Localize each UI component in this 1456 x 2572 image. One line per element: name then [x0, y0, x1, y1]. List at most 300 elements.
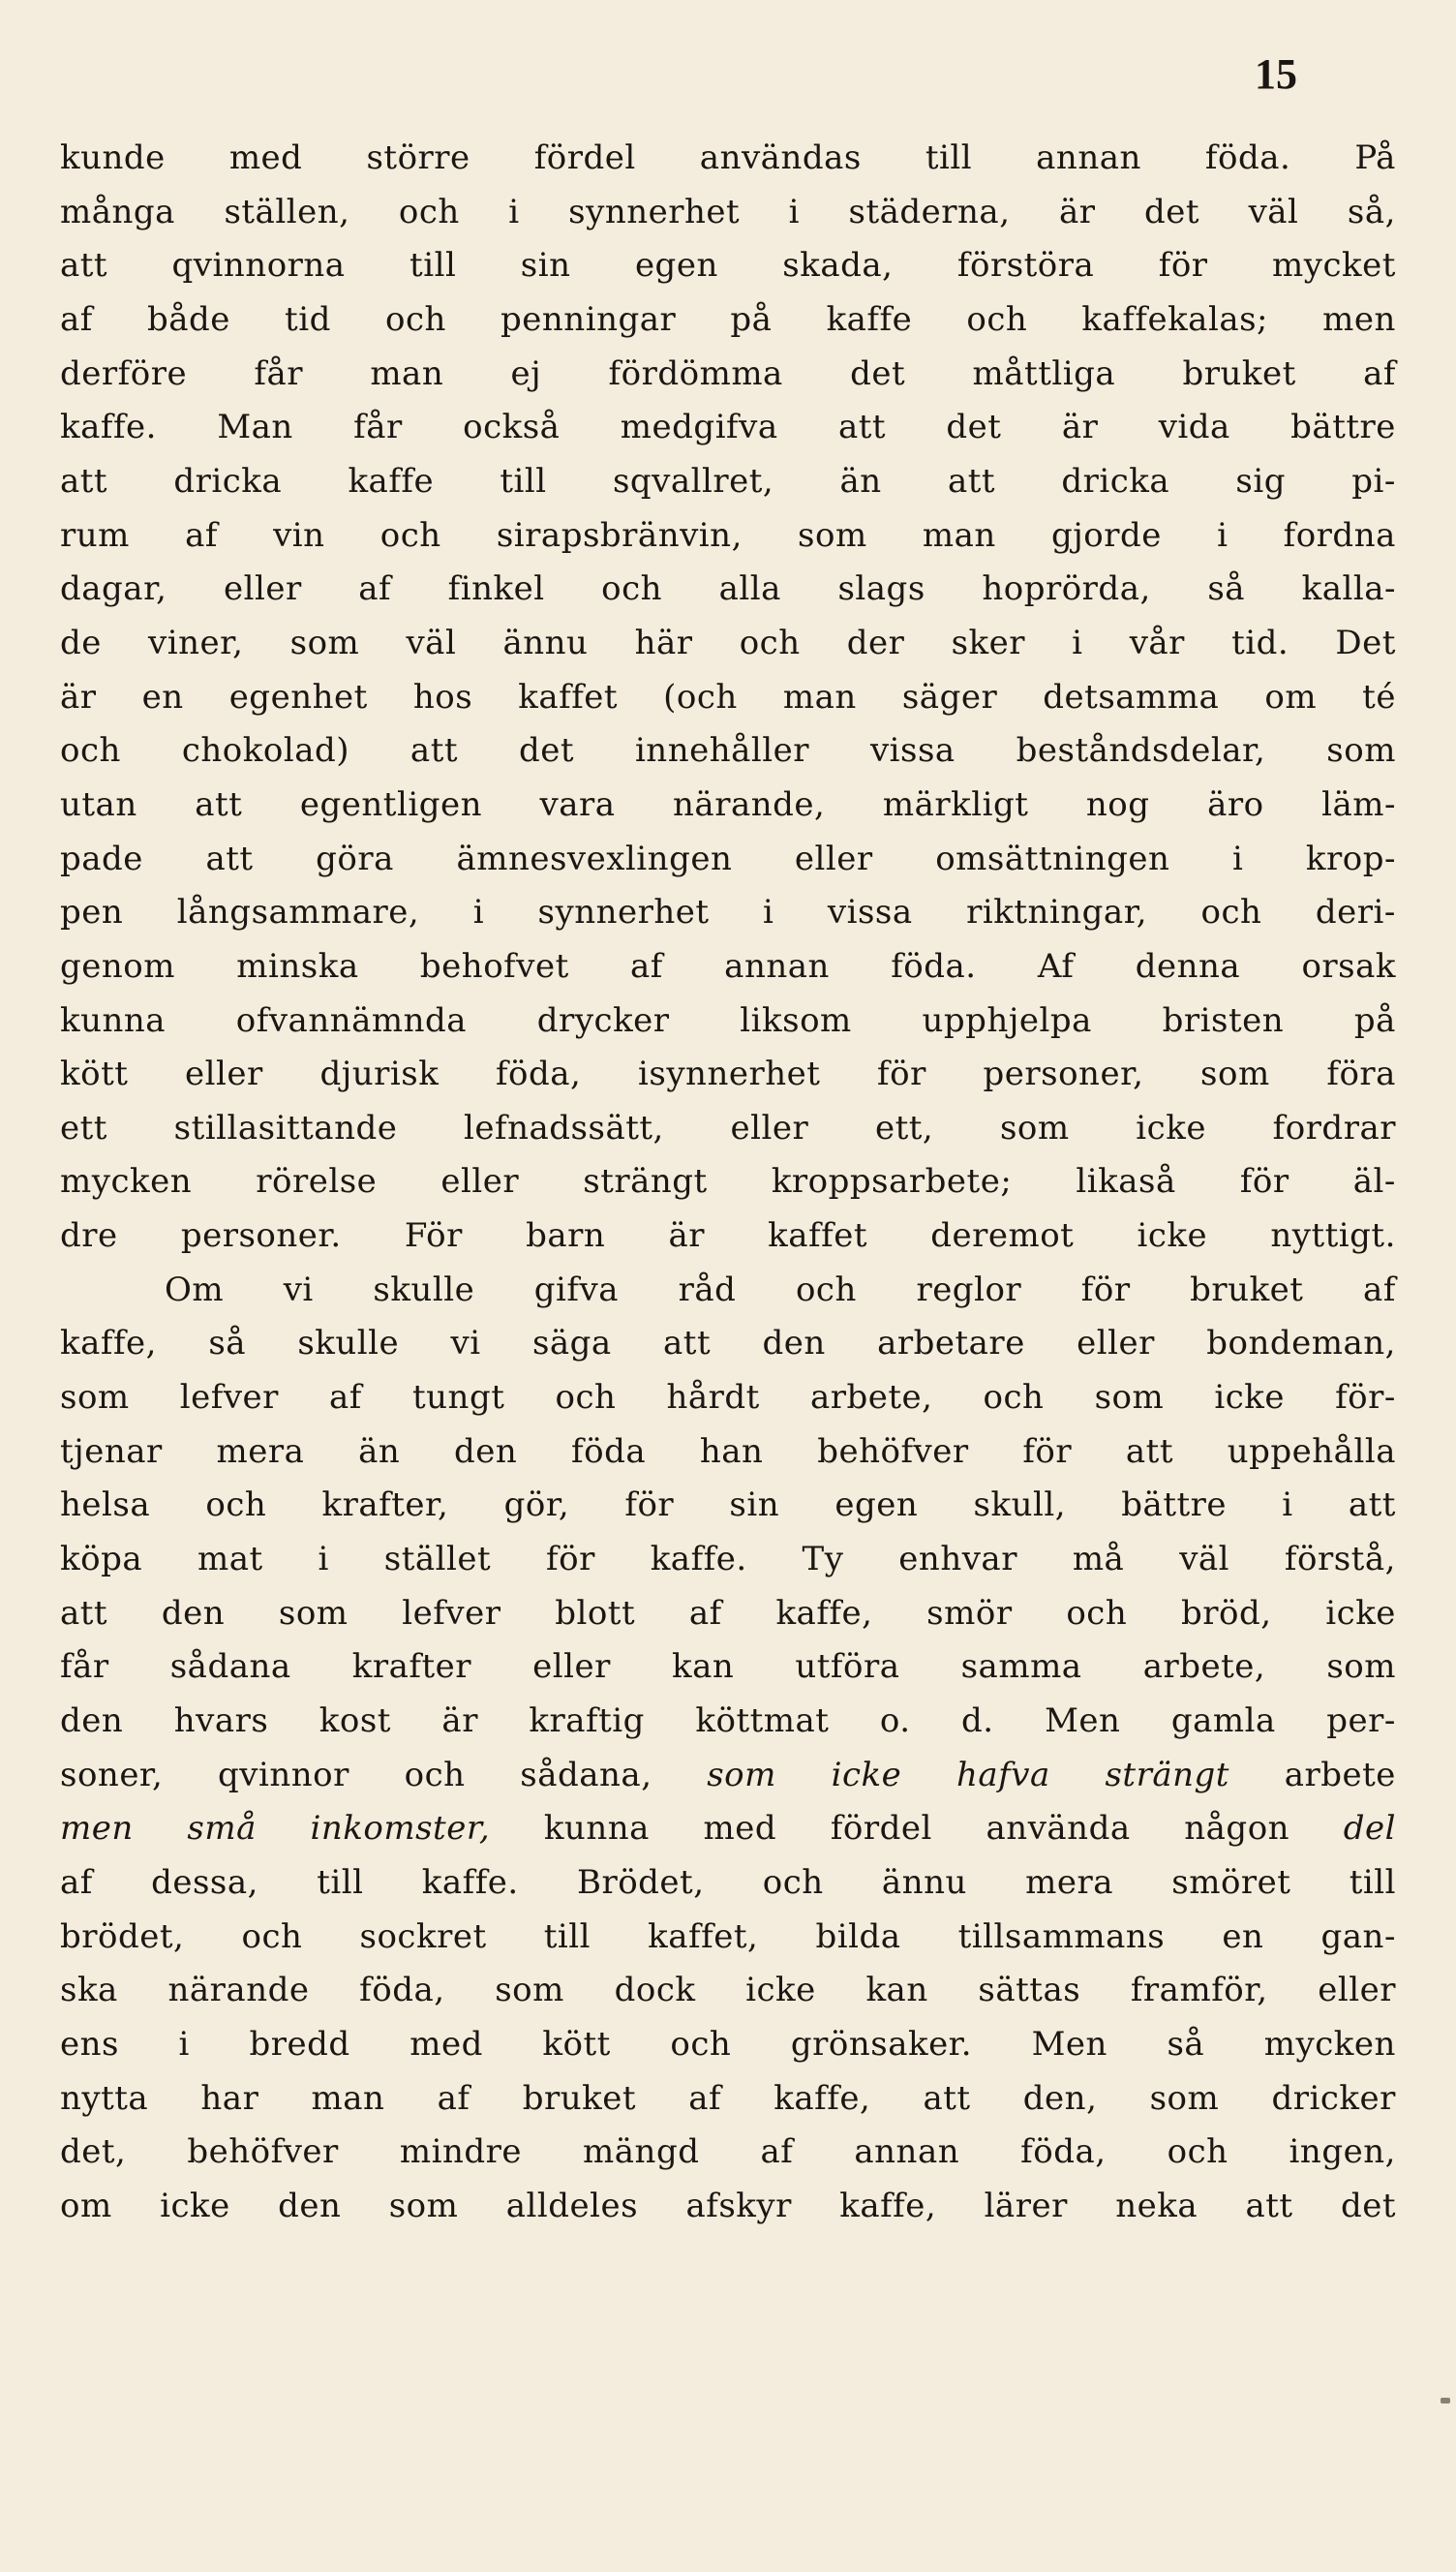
word: på [1353, 1000, 1396, 1040]
word: Af [1037, 946, 1075, 986]
word: sker [951, 623, 1025, 662]
word: att [947, 461, 996, 501]
word: en [141, 677, 184, 717]
word: gör, [503, 1485, 570, 1525]
word: eller [1077, 1324, 1155, 1363]
word: till [410, 246, 457, 286]
word: qvinnorna [171, 246, 346, 286]
word: och [60, 731, 121, 771]
text-line [60, 1856, 1396, 1911]
word: sig [1235, 461, 1286, 501]
text-line [60, 1048, 1396, 1102]
word: i [178, 2024, 190, 2064]
word: gamla [1170, 1701, 1276, 1741]
word: omsättningen [935, 839, 1170, 878]
text-line [60, 779, 1396, 833]
word: af [1363, 353, 1396, 393]
word: man [782, 677, 857, 717]
text-line [60, 1802, 1396, 1856]
word: är [668, 1216, 705, 1256]
word: personer, [983, 1055, 1144, 1094]
word: föra [1326, 1055, 1396, 1094]
text-line [60, 1587, 1396, 1641]
word: man [370, 353, 444, 393]
word: den [762, 1324, 826, 1363]
word: för- [1335, 1378, 1396, 1418]
word: hoprörda, [982, 569, 1151, 609]
word: än [839, 461, 882, 501]
word: använda [986, 1809, 1131, 1849]
word: ännu [502, 623, 589, 662]
word: kaffekalas; [1081, 299, 1268, 339]
word: föda, [495, 1055, 582, 1094]
word: som [1094, 1378, 1165, 1418]
word: tungt [411, 1378, 505, 1418]
text-line [60, 1102, 1396, 1156]
word: för [1158, 246, 1208, 286]
word: som [798, 515, 867, 555]
word: i [318, 1540, 329, 1579]
word: annan [854, 2132, 960, 2172]
word: icke [1137, 1216, 1208, 1256]
word: förstöra [956, 246, 1095, 286]
text-line [60, 1911, 1396, 1965]
word: arbete [1284, 1755, 1396, 1794]
word: samma [960, 1647, 1082, 1687]
word: tid. [1231, 623, 1289, 662]
word: vissa [869, 731, 956, 771]
word: må [1072, 1540, 1125, 1579]
word: kaffe. [421, 1863, 519, 1902]
word: ofvannämnda [235, 1000, 468, 1040]
word: den, [1022, 2078, 1098, 2118]
text-line [60, 2018, 1396, 2072]
word: göra [316, 839, 394, 878]
word: i [763, 893, 774, 933]
word: eller [794, 839, 873, 878]
word: i [1217, 515, 1228, 555]
word: väl [406, 623, 457, 662]
word: att [410, 731, 459, 771]
word: eller [1318, 1971, 1396, 2010]
word: chokolad) [181, 731, 349, 771]
word: kaffe, [775, 1593, 873, 1633]
word: lefver [179, 1378, 279, 1418]
word: behofvet [419, 946, 569, 986]
word: likaså [1076, 1162, 1176, 1202]
word: i [1072, 623, 1083, 662]
word: mängd [583, 2132, 700, 2172]
word: och [398, 192, 460, 231]
word: och [241, 1916, 303, 1956]
word: är [1059, 192, 1096, 231]
text-line [60, 455, 1396, 509]
word: som [1326, 1647, 1396, 1687]
text-line [60, 401, 1396, 455]
word: framför, [1130, 1971, 1268, 2010]
word: af [1363, 1270, 1396, 1309]
word: man [311, 2078, 385, 2118]
word: rörelse [256, 1162, 378, 1202]
word: dock [614, 1971, 696, 2010]
text-line [60, 1749, 1396, 1803]
word: detsamma [1043, 677, 1220, 717]
word: arbetare [877, 1324, 1025, 1363]
word: bristen [1162, 1000, 1285, 1040]
word: utföra [795, 1647, 900, 1687]
word: kaffe, [60, 1324, 157, 1363]
word: barn [526, 1216, 606, 1256]
text-line [60, 563, 1396, 617]
word: skull, [973, 1485, 1067, 1525]
word: bruket [522, 2078, 637, 2118]
word: deremot [930, 1216, 1075, 1256]
word: närande, [673, 784, 826, 824]
word: pen [60, 893, 124, 933]
text-line [60, 671, 1396, 725]
word: och [1200, 893, 1262, 933]
word: hos [412, 677, 473, 717]
word: af [329, 1378, 362, 1418]
word: ämnesvexlingen [456, 839, 733, 878]
word: så [1207, 569, 1246, 609]
word: kaffe. [60, 408, 157, 447]
text-line [60, 1479, 1396, 1533]
word: skulle [373, 1270, 475, 1309]
word: större [366, 138, 470, 177]
word: strängt [583, 1162, 708, 1202]
word: finkel [447, 569, 545, 609]
word: (och [663, 677, 738, 717]
word: afskyr [685, 2186, 792, 2225]
word: användas [699, 138, 862, 177]
word: till [500, 461, 547, 501]
word: del [1343, 1809, 1396, 1849]
word: der [846, 623, 905, 662]
word: kunna [543, 1809, 650, 1849]
text-line [60, 1264, 1396, 1318]
word: gjorde [1050, 515, 1162, 555]
word: att [60, 1593, 108, 1633]
text-line [60, 995, 1396, 1049]
word: tid [285, 299, 331, 339]
word: viner, [148, 623, 244, 662]
word: vara [539, 784, 616, 824]
word: pi- [1351, 461, 1396, 501]
word: i [788, 192, 801, 231]
word: eller [730, 1108, 809, 1148]
word: vissa [827, 893, 913, 933]
word: och [205, 1485, 267, 1525]
word: och [983, 1378, 1045, 1418]
word: så [1167, 2024, 1205, 2064]
word: sådana, [520, 1755, 652, 1794]
word: sådana [169, 1647, 291, 1687]
word: dricka [1061, 461, 1170, 501]
word: lefnadssätt, [464, 1108, 664, 1148]
word: i [472, 893, 485, 933]
word: eller [532, 1647, 611, 1687]
word: märkligt [882, 784, 1029, 824]
word: behöfver [187, 2132, 339, 2172]
text-line [60, 2072, 1396, 2127]
text-line [60, 886, 1396, 940]
word: det [850, 353, 906, 393]
word: mindre [399, 2132, 522, 2172]
word: d. [961, 1701, 994, 1741]
word: föda [571, 1431, 647, 1471]
word: det [946, 408, 1002, 447]
word: sin [729, 1485, 780, 1525]
word: äro [1207, 784, 1264, 824]
word: i [1231, 839, 1244, 878]
word: sockret [359, 1916, 487, 1956]
word: synnerhet [537, 893, 710, 933]
word: för [1239, 1162, 1289, 1202]
word: kaffe. [650, 1540, 747, 1579]
word: grönsaker. [790, 2024, 973, 2064]
word: krafter, [321, 1485, 449, 1525]
word: bröd, [1180, 1593, 1272, 1633]
word: personer. [180, 1216, 342, 1256]
word: af [60, 1863, 93, 1902]
word: för [624, 1485, 675, 1525]
word: neka [1115, 2186, 1198, 2225]
word: drycker [536, 1000, 670, 1040]
word: soner, [60, 1755, 164, 1794]
word: hårdt [666, 1378, 760, 1418]
word: riktningar, [966, 893, 1148, 933]
word: strängt [1105, 1755, 1229, 1794]
text-line [60, 509, 1396, 564]
word: utan [60, 784, 137, 824]
word: enhvar [898, 1540, 1017, 1579]
word: föda. [891, 946, 977, 986]
word: dagar, [60, 569, 167, 609]
word: det [1144, 192, 1200, 231]
word: fördömma [608, 353, 783, 393]
word: mycket [1272, 246, 1396, 286]
word: reglor [916, 1270, 1022, 1309]
word: och [1167, 2132, 1228, 2172]
word: mycken [60, 1162, 193, 1202]
word: tillsammans [957, 1916, 1166, 1956]
word: brödet, [60, 1916, 185, 1956]
word: synnerhet [568, 192, 741, 231]
word: långsammare, [176, 893, 420, 933]
word: kött [60, 1055, 129, 1094]
word: äl- [1352, 1162, 1396, 1202]
word: medgifva [620, 408, 778, 447]
word: att [663, 1324, 712, 1363]
word: behöfver [817, 1431, 969, 1471]
text-line [60, 239, 1396, 293]
word: och [739, 623, 801, 662]
word: den [278, 2186, 342, 2225]
word: också [463, 408, 561, 447]
word: kaffet, [648, 1916, 759, 1956]
word: bättre [1290, 408, 1396, 447]
word: för [1080, 1270, 1131, 1309]
word: stillasittande [173, 1108, 398, 1148]
word: fördel [830, 1809, 932, 1849]
text-line [60, 2180, 1396, 2234]
word: till [925, 138, 973, 177]
word: genom [60, 946, 175, 986]
word: mat [197, 1540, 263, 1579]
text-line [60, 1209, 1396, 1264]
word: eller [185, 1055, 263, 1094]
word: bondeman, [1206, 1324, 1396, 1363]
word: smör [926, 1593, 1013, 1633]
word: kunde [60, 138, 166, 177]
word: och [670, 2024, 732, 2064]
text-line [60, 724, 1396, 779]
word: af [630, 946, 663, 986]
word: annan [724, 946, 830, 986]
word: stället [383, 1540, 492, 1579]
word: alldeles [505, 2186, 639, 2225]
word: fordrar [1272, 1108, 1396, 1148]
word: minska [236, 946, 359, 986]
word: den [454, 1431, 518, 1471]
word: hvars [173, 1701, 269, 1741]
word: fordna [1283, 515, 1396, 555]
word: rum [60, 515, 130, 555]
text-line [60, 1533, 1396, 1587]
word: som [1149, 2078, 1220, 2118]
word: i [508, 192, 520, 231]
word: närande [167, 1971, 310, 2010]
word: uppehålla [1227, 1431, 1396, 1471]
word: och [1066, 1593, 1128, 1633]
word: bruket [1182, 353, 1296, 393]
word: egen [634, 246, 718, 286]
word: nyttigt. [1270, 1216, 1396, 1256]
word: sqvallret, [612, 461, 774, 501]
word: gan- [1320, 1916, 1396, 1956]
word: krafter [351, 1647, 471, 1687]
word: ej [510, 353, 542, 393]
word: icke [1214, 1378, 1285, 1418]
word: derföre [60, 353, 188, 393]
word: så [208, 1324, 247, 1363]
word: mera [216, 1431, 305, 1471]
word: till [317, 1863, 364, 1902]
word: men [60, 1809, 134, 1849]
word: än [358, 1431, 401, 1471]
word: den [60, 1701, 124, 1741]
word: blott [555, 1593, 636, 1633]
word: som [60, 1378, 130, 1418]
word: tjenar [60, 1431, 163, 1471]
word: är [60, 677, 97, 717]
word: af [760, 2132, 794, 2172]
word: pade [60, 839, 143, 878]
text-line [60, 2126, 1396, 2180]
word: sirapsbränvin, [496, 515, 743, 555]
word: får [254, 353, 303, 393]
word: att [60, 246, 108, 286]
word: i [1282, 1485, 1293, 1525]
word: att [1245, 2186, 1293, 2225]
word: slags [837, 569, 925, 609]
word: arbete, [1142, 1647, 1266, 1687]
word: af [688, 2078, 722, 2118]
word: dessa, [151, 1863, 258, 1902]
word: sin [520, 246, 571, 286]
word: nog [1085, 784, 1150, 824]
word: som [388, 2186, 459, 2225]
word: liksom [740, 1000, 852, 1040]
word: inkomster, [310, 1809, 491, 1849]
word: af [60, 299, 93, 339]
word: och [795, 1270, 857, 1309]
word: krop- [1305, 839, 1396, 878]
text-line [60, 1425, 1396, 1480]
word: qvinnor [218, 1755, 349, 1794]
word: egentligen [299, 784, 482, 824]
word: har [200, 2078, 259, 2118]
word: med [703, 1809, 777, 1849]
word: det [1340, 2186, 1396, 2225]
word: men [1322, 299, 1396, 339]
word: kroppsarbete; [771, 1162, 1013, 1202]
word: väl [1179, 1540, 1230, 1579]
word: kalla- [1301, 569, 1396, 609]
word: af [688, 1593, 722, 1633]
word: att [1348, 1485, 1396, 1525]
word: af [358, 569, 392, 609]
word: ingen, [1289, 2132, 1396, 2172]
paper-speck [1441, 2398, 1450, 2404]
word: ett [60, 1108, 107, 1148]
word: de [60, 623, 102, 662]
word: läm- [1321, 784, 1396, 824]
text-line [60, 293, 1396, 348]
body-text [60, 132, 1396, 2234]
word: som [1326, 731, 1396, 771]
text-line [60, 1317, 1396, 1371]
word: nytta [60, 2078, 149, 2118]
word: upphjelpa [922, 1000, 1092, 1040]
word: beståndsdelar, [1016, 731, 1266, 771]
word: säga [531, 1324, 612, 1363]
word: af [437, 2078, 470, 2118]
word: alla [718, 569, 781, 609]
word: Det [1335, 623, 1396, 662]
word: för [1022, 1431, 1073, 1471]
word: om [1264, 677, 1318, 717]
word: med [410, 2024, 483, 2064]
word: städerna, [848, 192, 1011, 231]
text-line [60, 940, 1396, 995]
word: Om [165, 1270, 225, 1309]
word: säger [901, 677, 998, 717]
word: han [699, 1431, 764, 1471]
word: icke [1136, 1108, 1206, 1148]
word: så, [1347, 192, 1396, 231]
word: och [384, 299, 446, 339]
word: kaffet [518, 677, 619, 717]
word: lärer [984, 2186, 1068, 2225]
word: ens [60, 2024, 119, 2064]
word: att [923, 2078, 971, 2118]
word: kost [318, 1701, 391, 1741]
word: föda. [1204, 138, 1291, 177]
word: djurisk [319, 1055, 440, 1094]
word: får [353, 408, 403, 447]
